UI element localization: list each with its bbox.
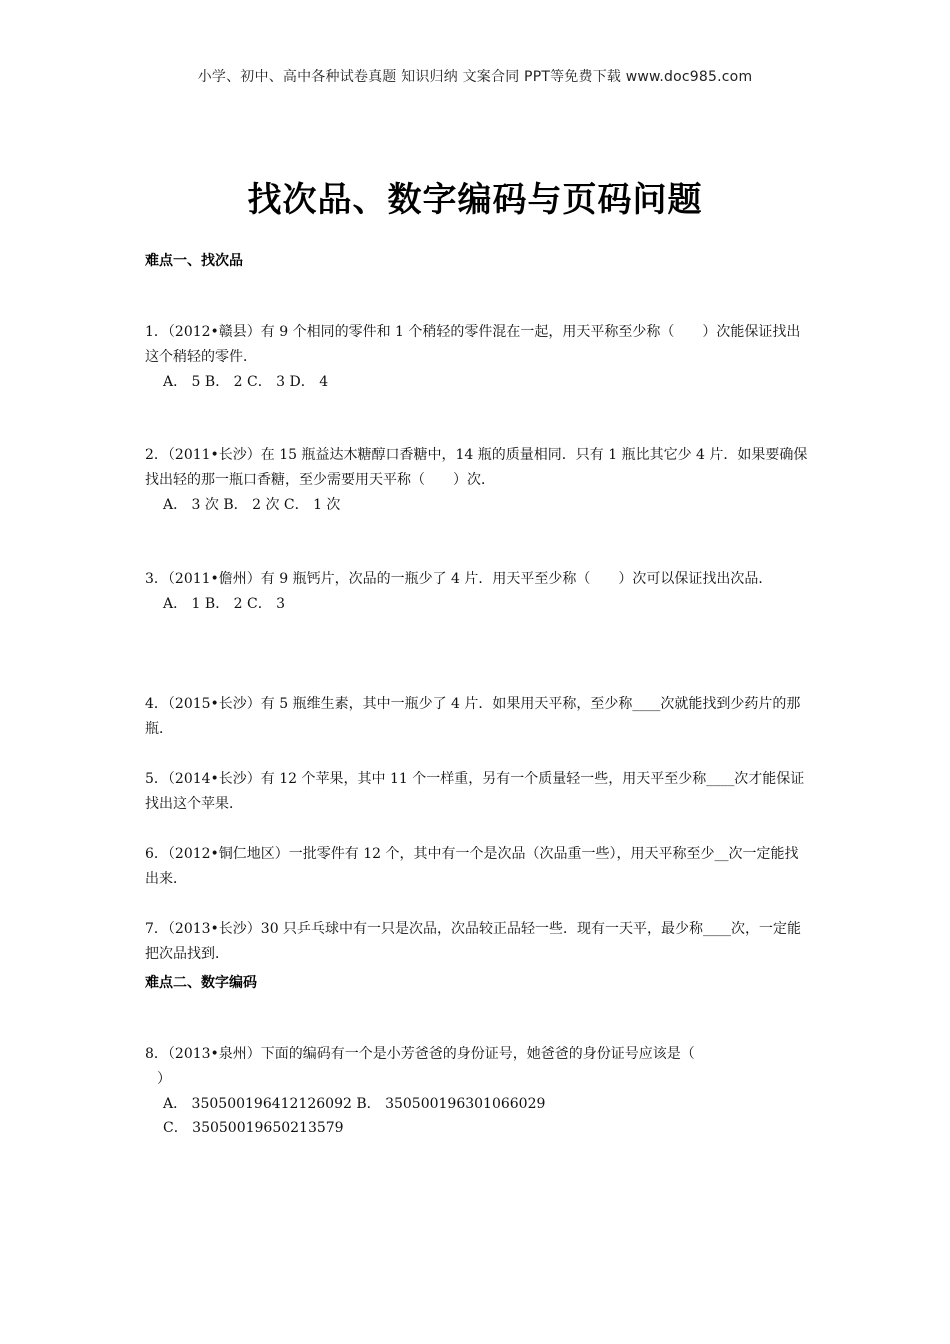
question-options: A． 5 B． 2 C． 3 D． 4 (163, 374, 329, 390)
question-stem: 3．（2011•儋州）有 9 瓶钙片，次品的一瓶少了 4 片．用天平至少称（ ）次可以保证找出次品． (145, 571, 773, 587)
question-5 (145, 767, 810, 817)
question-stem: 7．（2013•长沙）30 只乒乓球中有一只是次品，次品较正品轻一些．现有一天平，最少称____次，一定能把次品找到． (145, 921, 802, 962)
question-options: A． 3 次 B． 2 次 C． 1 次 (163, 497, 341, 513)
question-options-line-2: C． 35050019650213579 (163, 1120, 344, 1136)
question-stem: 6．（2012•铜仁地区）一批零件有 12 个，其中有一个是次品（次品重一些），用天平称至少__次一定能找出来． (145, 846, 799, 887)
question-stem: 2．（2011•长沙）在 15 瓶益达木糖醇口香糖中，14 瓶的质量相同．只有 1 瓶比其它少 4 片．如果要确保找出轻的那一瓶口香糖，至少需要用天平称（ ）次． (145, 447, 808, 488)
question-stem: 8．（2013•泉州）下面的编码有一个是小芳爸爸的身份证号，她爸爸的身份证号应该是（ (145, 1046, 695, 1062)
question-stem: 4．（2015•长沙）有 5 瓶维生素，其中一瓶少了 4 片．如果用天平称，至少称____次就能找到少药片的那瓶． (145, 696, 801, 737)
question-6 (145, 842, 810, 892)
section-heading-number-coding: 难点二、数字编码 (145, 975, 257, 991)
question-options: A． 1 B． 2 C． 3 (163, 596, 286, 612)
question-options-line-1: A． 350500196412126092 B． 350500196301066029 (163, 1096, 546, 1112)
question-3 (145, 567, 810, 617)
page-title: 找次品、数字编码与页码问题 (247, 180, 703, 220)
section-heading-find-defective: 难点一、找次品 (145, 253, 243, 269)
question-2 (145, 443, 810, 518)
question-7 (145, 917, 810, 967)
question-stem-bracket-close: ） (157, 1071, 171, 1087)
site-banner: 小学、初中、高中各种试卷真题 知识归纳 文案合同 PPT等免费下载 www.doc985.com (197, 69, 753, 85)
question-4 (145, 692, 810, 742)
question-stem: 5．（2014•长沙）有 12 个苹果，其中 11 个一样重，另有一个质量轻一些，用天平至少称____次才能保证找出这个苹果． (145, 771, 805, 812)
question-stem: 1．（2012•赣县）有 9 个相同的零件和 1 个稍轻的零件混在一起，用天平称至少称（ ）次能保证找出这个稍轻的零件． (145, 324, 801, 365)
question-1 (145, 320, 810, 395)
question-8 (145, 1042, 810, 1140)
